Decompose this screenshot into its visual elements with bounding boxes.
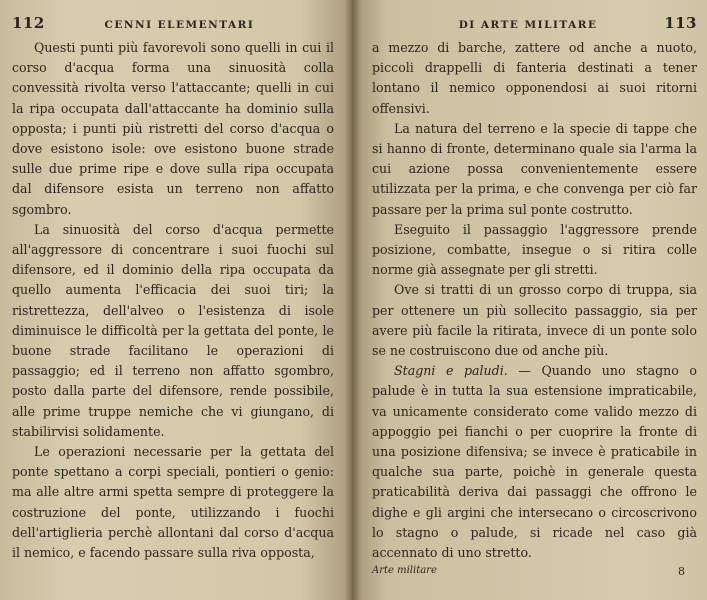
paragraph: Ove si tratti di un grosso corpo di truppa, sia per ottenere un più sollecito passaggio, sia per avere più facile la ritirata, invece di un ponte solo se ne costruiscono due od anche più. [372,282,697,359]
left-page-header [12,14,334,32]
right-page-number: 113 [664,14,697,32]
left-running-head: CENNI ELEMENTARI [104,19,255,31]
left-page [0,0,352,600]
left-page-number: 112 [12,14,45,32]
paragraph-continuation: a mezzo di barche, zattere od anche a nuoto, piccoli drappelli di fanteria destinati a tener lontano il nemico opponendosi ai suoi ritorni offensivi. [372,40,697,116]
paragraph: La natura del terreno e la specie di tappe che si hanno di fronte, determinano quale sia l'arma la cui azione possa convenientemente essere utilizzata per la prima, e che convenga per ciò far passare per la prima sul ponte costrutto. [372,120,697,217]
right-running-head: DI ARTE MILITARE [458,19,598,31]
signature-number: 8 [678,565,685,578]
section-heading: Stagni e paludi. [394,363,508,379]
paragraph: La sinuosità del corso d'acqua permette all'aggressore di concentrare i suoi fuochi sul difensore, ed il dominio della ripa occupata da quello aumenta l'efficacia dei suoi tiri; la ristrettezza, dell'alveo o l'esistenza di isole diminuisce le difficoltà per la gettata del ponte, le buone strade facilitano le operazioni di passaggio; ed il terreno non affatto sgombro, posto dalla parte del difensore, rende possibile, alle prime truppe nemiche che vi giungano, di stabilirvisi solidamente. [12,221,334,439]
left-page-text [12,38,334,563]
paragraph: Questi punti più favorevoli sono quelli in cui il corso d'acqua forma una sinuosità colla convessità rivolta verso l'attaccante; quelli in cui la ripa occupata dall'attaccante ha dominio sulla opposta; i punti più ristretti del corso d'acqua o dove esistono isole: ove esistono buone strade sulle due prime ripe e dove sulla ripa occupata dal difensore esista un terreno non affatto sgombro. [12,40,334,217]
section-paragraph [372,361,697,563]
right-page [352,0,707,600]
paragraph: Eseguito il passaggio l'aggressore prende posizione, combatte, insegue o si ritira colle norme già assegnate per gli stretti. [372,221,697,278]
right-page-text [372,38,697,563]
right-page-footer [372,565,685,578]
signature-title: Arte militare [372,565,437,576]
paragraph: Le operazioni necessarie per la gettata del ponte spettano a corpi speciali, pontieri o genio: ma alle altre armi spetta sempre di proteggere la costruzione del ponte, utilizzando i fuochi dell'artiglieria perchè allontani dal corso d'acqua il nemico, e facendo passare sulla riva opposta, [12,444,334,561]
section-text: — Quando uno stagno o palude è in tutta la sua estensione impraticabile, va unicamente considerato come valido mezzo di appoggio pei fianchi o per cuoprire la fronte di una posizione difensiva; se invece è praticabile in qualche sua parte, poichè in generale questa praticabilità deriva dai passaggi che offrono le dighe e gli argini che intersecano o circoscrivono lo stagno o palude, si ricade nel caso già accennato di uno stretto. [372,363,697,561]
right-page-header [372,14,697,32]
